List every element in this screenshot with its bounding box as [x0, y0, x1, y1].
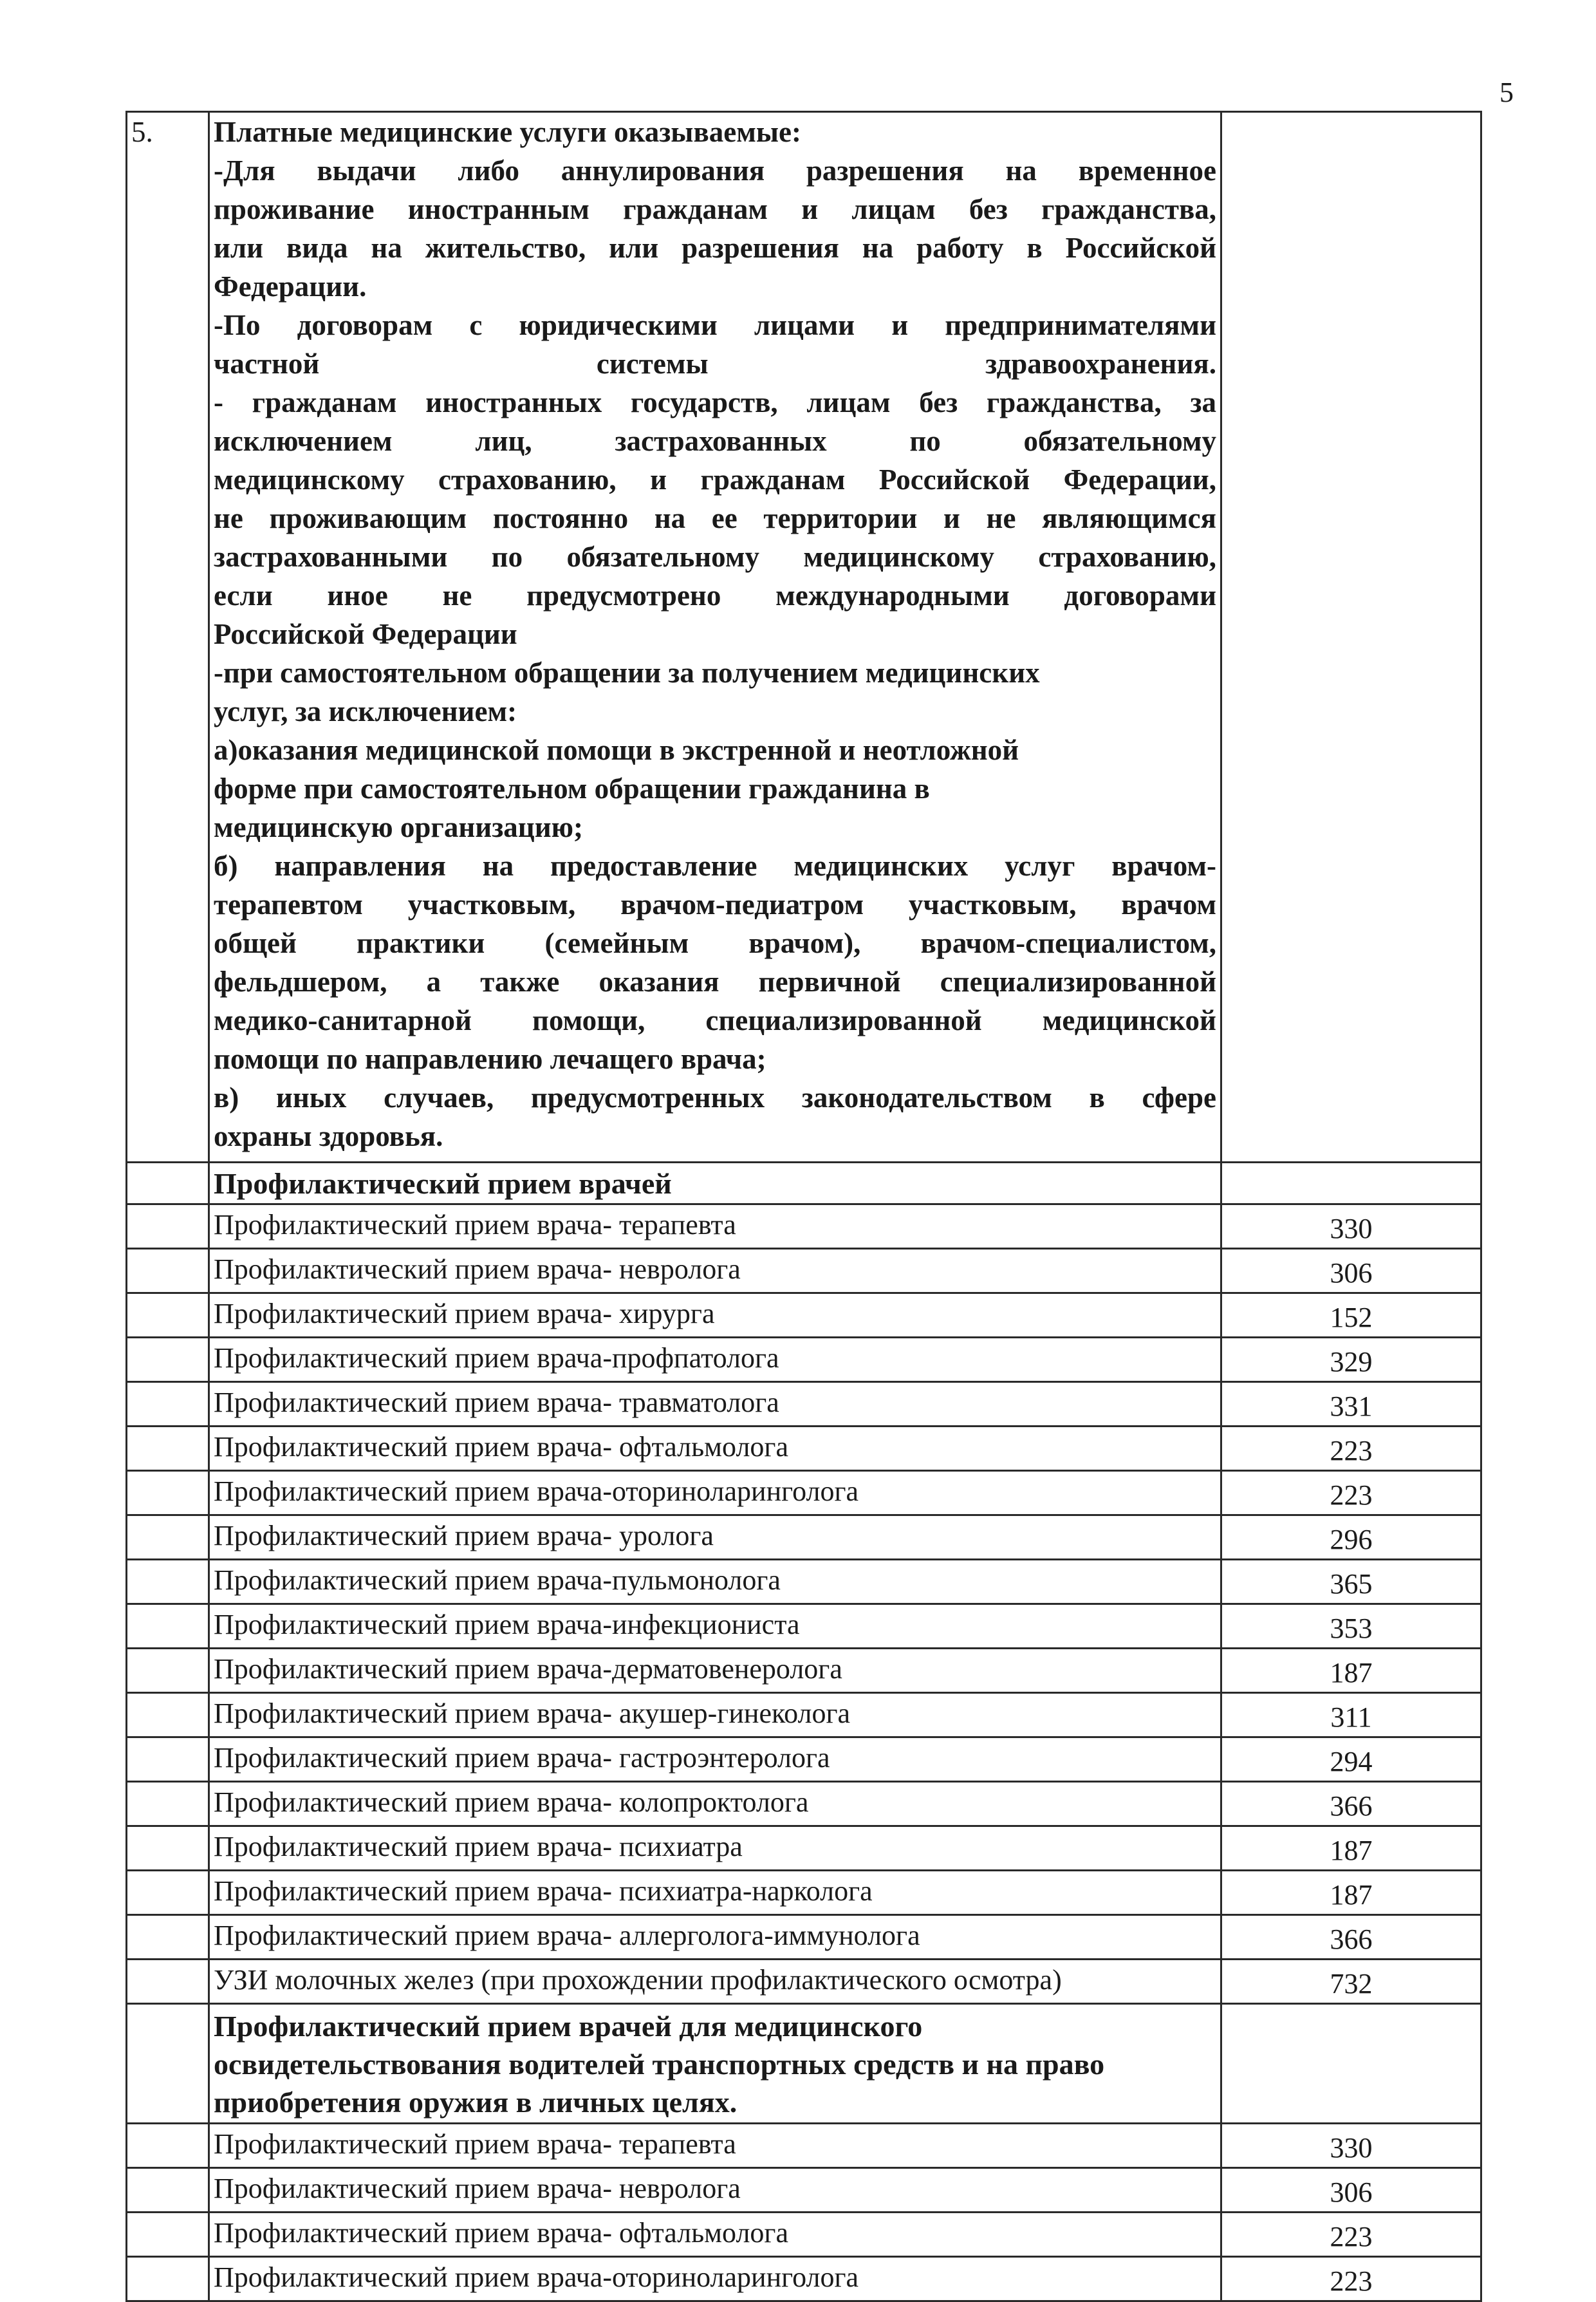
- table-row: [127, 2257, 1481, 2301]
- service-price: 306: [1221, 2168, 1481, 2213]
- service-price: 152: [1221, 1293, 1481, 1338]
- intro-line: -при самостоятельном обращении за получением медицинских: [214, 657, 1040, 689]
- row-number: 5.: [127, 112, 209, 1163]
- section-header-row: [127, 1163, 1481, 1204]
- service-name: Профилактический прием врача- психиатра: [209, 1826, 1221, 1871]
- section-header-row: [127, 2004, 1481, 2124]
- service-name: Профилактический прием врача- гастроэнтеролога: [209, 1737, 1221, 1782]
- service-name: Профилактический прием врача-пульмонолога: [209, 1560, 1221, 1604]
- item-number-cell: [127, 2124, 209, 2168]
- intro-price-cell: [1221, 112, 1481, 1163]
- intro-line: форме при самостоятельном обращении гражданина в: [214, 772, 930, 805]
- service-name: УЗИ молочных желез (при прохождении профилактического осмотра): [209, 1960, 1221, 2004]
- section-title-line: освидетельствования водителей транспортных средств и на право: [214, 2048, 1105, 2081]
- section-title: [209, 2004, 1221, 2124]
- intro-line: терапевтом участковым, врачом-педиатром участковым, врачом: [214, 888, 1216, 921]
- service-price: 365: [1221, 1560, 1481, 1604]
- intro-line: -По договорам с юридическими лицами и предпринимателями: [214, 309, 1216, 341]
- intro-line: в) иных случаев, предусмотренных законодательством в сфере: [214, 1081, 1216, 1114]
- intro-line: услуг, за исключением:: [214, 695, 517, 727]
- item-number-cell: [127, 1693, 209, 1737]
- service-price: 223: [1221, 2213, 1481, 2257]
- service-name: Профилактический прием врача- уролога: [209, 1515, 1221, 1560]
- item-number-cell: [127, 1293, 209, 1338]
- table-row: [127, 1737, 1481, 1782]
- service-price: 306: [1221, 1249, 1481, 1293]
- intro-line: застрахованными по обязательному медицинскому страхованию,: [214, 541, 1216, 573]
- intro-line: исключением лиц, застрахованных по обязательному: [214, 425, 1216, 457]
- item-number-cell: [127, 1204, 209, 1249]
- service-price: 353: [1221, 1604, 1481, 1649]
- table-row: [127, 1293, 1481, 1338]
- service-name: Профилактический прием врача-дерматовенеролога: [209, 1649, 1221, 1693]
- service-price: 187: [1221, 1871, 1481, 1915]
- table-row: [127, 1204, 1481, 1249]
- table-row: [127, 1515, 1481, 1560]
- item-number-cell: [127, 1915, 209, 1960]
- item-number-cell: [127, 1382, 209, 1427]
- section-number-cell: [127, 2004, 209, 2124]
- table-row: [127, 1604, 1481, 1649]
- item-number-cell: [127, 1871, 209, 1915]
- service-name: Профилактический прием врача- хирурга: [209, 1293, 1221, 1338]
- table-row: [127, 1782, 1481, 1826]
- service-price: 366: [1221, 1782, 1481, 1826]
- table-row: [127, 1382, 1481, 1427]
- section-price-cell: [1221, 2004, 1481, 2124]
- intro-line: охраны здоровья.: [214, 1120, 443, 1152]
- price-table: [125, 111, 1482, 2302]
- item-number-cell: [127, 1737, 209, 1782]
- intro-line: медицинскому страхованию, и гражданам Российской Федерации,: [214, 463, 1216, 496]
- service-price: 294: [1221, 1737, 1481, 1782]
- service-name: Профилактический прием врача-инфекциониста: [209, 1604, 1221, 1649]
- service-name: Профилактический прием врача- психиатра-нарколога: [209, 1871, 1221, 1915]
- intro-line: проживание иностранным гражданам и лицам без гражданства,: [214, 193, 1216, 225]
- section-title-line: приобретения оружия в личных целях.: [214, 2086, 738, 2119]
- item-number-cell: [127, 1782, 209, 1826]
- item-number-cell: [127, 1427, 209, 1471]
- intro-line: общей практики (семейным врачом), врачом-специалистом,: [214, 927, 1216, 959]
- table-row: [127, 1249, 1481, 1293]
- item-number-cell: [127, 1515, 209, 1560]
- service-price: 223: [1221, 2257, 1481, 2301]
- service-price: 329: [1221, 1338, 1481, 1382]
- table-row: [127, 1871, 1481, 1915]
- service-price: 311: [1221, 1693, 1481, 1737]
- section-title: Профилактический прием врачей: [209, 1163, 1221, 1204]
- section-title-line: Профилактический прием врачей для медицинского: [214, 2010, 923, 2043]
- intro-line: Федерации.: [214, 270, 367, 303]
- service-price: 187: [1221, 1826, 1481, 1871]
- intro-line: медицинскую организацию;: [214, 811, 584, 843]
- intro-line: Российской Федерации: [214, 618, 517, 650]
- table-row: [127, 2168, 1481, 2213]
- service-price: 331: [1221, 1382, 1481, 1427]
- intro-line: если иное не предусмотрено международными договорами: [214, 579, 1216, 612]
- table-row: [127, 1427, 1481, 1471]
- item-number-cell: [127, 1826, 209, 1871]
- table-row: [127, 2213, 1481, 2257]
- service-name: Профилактический прием врача- колопроктолога: [209, 1782, 1221, 1826]
- intro-line: - гражданам иностранных государств, лицам без гражданства, за: [214, 386, 1216, 418]
- table-row: [127, 1649, 1481, 1693]
- intro-line: б) направления на предоставление медицинских услуг врачом-: [214, 850, 1216, 882]
- item-number-cell: [127, 1471, 209, 1515]
- service-price: 296: [1221, 1515, 1481, 1560]
- service-price: 732: [1221, 1960, 1481, 2004]
- item-number-cell: [127, 1649, 209, 1693]
- service-price: 330: [1221, 2124, 1481, 2168]
- table-row: [127, 2124, 1481, 2168]
- item-number-cell: [127, 1338, 209, 1382]
- item-number-cell: [127, 2213, 209, 2257]
- intro-line: частной системы здравоохранения.: [214, 348, 1216, 380]
- table-row: [127, 1915, 1481, 1960]
- table-row: [127, 1826, 1481, 1871]
- intro-line: Платные медицинские услуги оказываемые:: [214, 116, 801, 148]
- service-name: Профилактический прием врача-оториноларинголога: [209, 2257, 1221, 2301]
- service-name: Профилактический прием врача- невролога: [209, 1249, 1221, 1293]
- service-conditions-text: [209, 112, 1221, 1163]
- intro-line: или вида на жительство, или разрешения на работу в Российской: [214, 232, 1216, 264]
- page-number: 5: [1499, 77, 1514, 108]
- service-price: 223: [1221, 1427, 1481, 1471]
- service-price: 366: [1221, 1915, 1481, 1960]
- service-price: 187: [1221, 1649, 1481, 1693]
- table-row: [127, 1560, 1481, 1604]
- intro-row: [127, 112, 1481, 1163]
- service-price: 330: [1221, 1204, 1481, 1249]
- item-number-cell: [127, 1560, 209, 1604]
- table-row: [127, 1960, 1481, 2004]
- service-name: Профилактический прием врача- терапевта: [209, 2124, 1221, 2168]
- service-name: Профилактический прием врача- терапевта: [209, 1204, 1221, 1249]
- section-number-cell: [127, 1163, 209, 1204]
- service-name: Профилактический прием врача-оториноларинголога: [209, 1471, 1221, 1515]
- service-name: Профилактический прием врача- офтальмолога: [209, 2213, 1221, 2257]
- item-number-cell: [127, 1249, 209, 1293]
- item-number-cell: [127, 2168, 209, 2213]
- table-row: [127, 1338, 1481, 1382]
- service-name: Профилактический прием врача-профпатолога: [209, 1338, 1221, 1382]
- item-number-cell: [127, 1960, 209, 2004]
- intro-line: не проживающим постоянно на ее территории и не являющимся: [214, 502, 1216, 534]
- item-number-cell: [127, 1604, 209, 1649]
- service-name: Профилактический прием врача- аллерголога-иммунолога: [209, 1915, 1221, 1960]
- table-row: [127, 1693, 1481, 1737]
- item-number-cell: [127, 2257, 209, 2301]
- intro-line: -Для выдачи либо аннулирования разрешения на временное: [214, 154, 1216, 187]
- intro-line: помощи по направлению лечащего врача;: [214, 1043, 766, 1075]
- intro-line: фельдшером, а также оказания первичной специализированной: [214, 966, 1216, 998]
- service-name: Профилактический прием врача- офтальмолога: [209, 1427, 1221, 1471]
- service-name: Профилактический прием врача- акушер-гинеколога: [209, 1693, 1221, 1737]
- table-row: [127, 1471, 1481, 1515]
- section-price-cell: [1221, 1163, 1481, 1204]
- intro-line: медико-санитарной помощи, специализированной медицинской: [214, 1004, 1216, 1036]
- service-name: Профилактический прием врача- травматолога: [209, 1382, 1221, 1427]
- service-price: 223: [1221, 1471, 1481, 1515]
- intro-line: а)оказания медицинской помощи в экстренной и неотложной: [214, 734, 1019, 766]
- service-name: Профилактический прием врача- невролога: [209, 2168, 1221, 2213]
